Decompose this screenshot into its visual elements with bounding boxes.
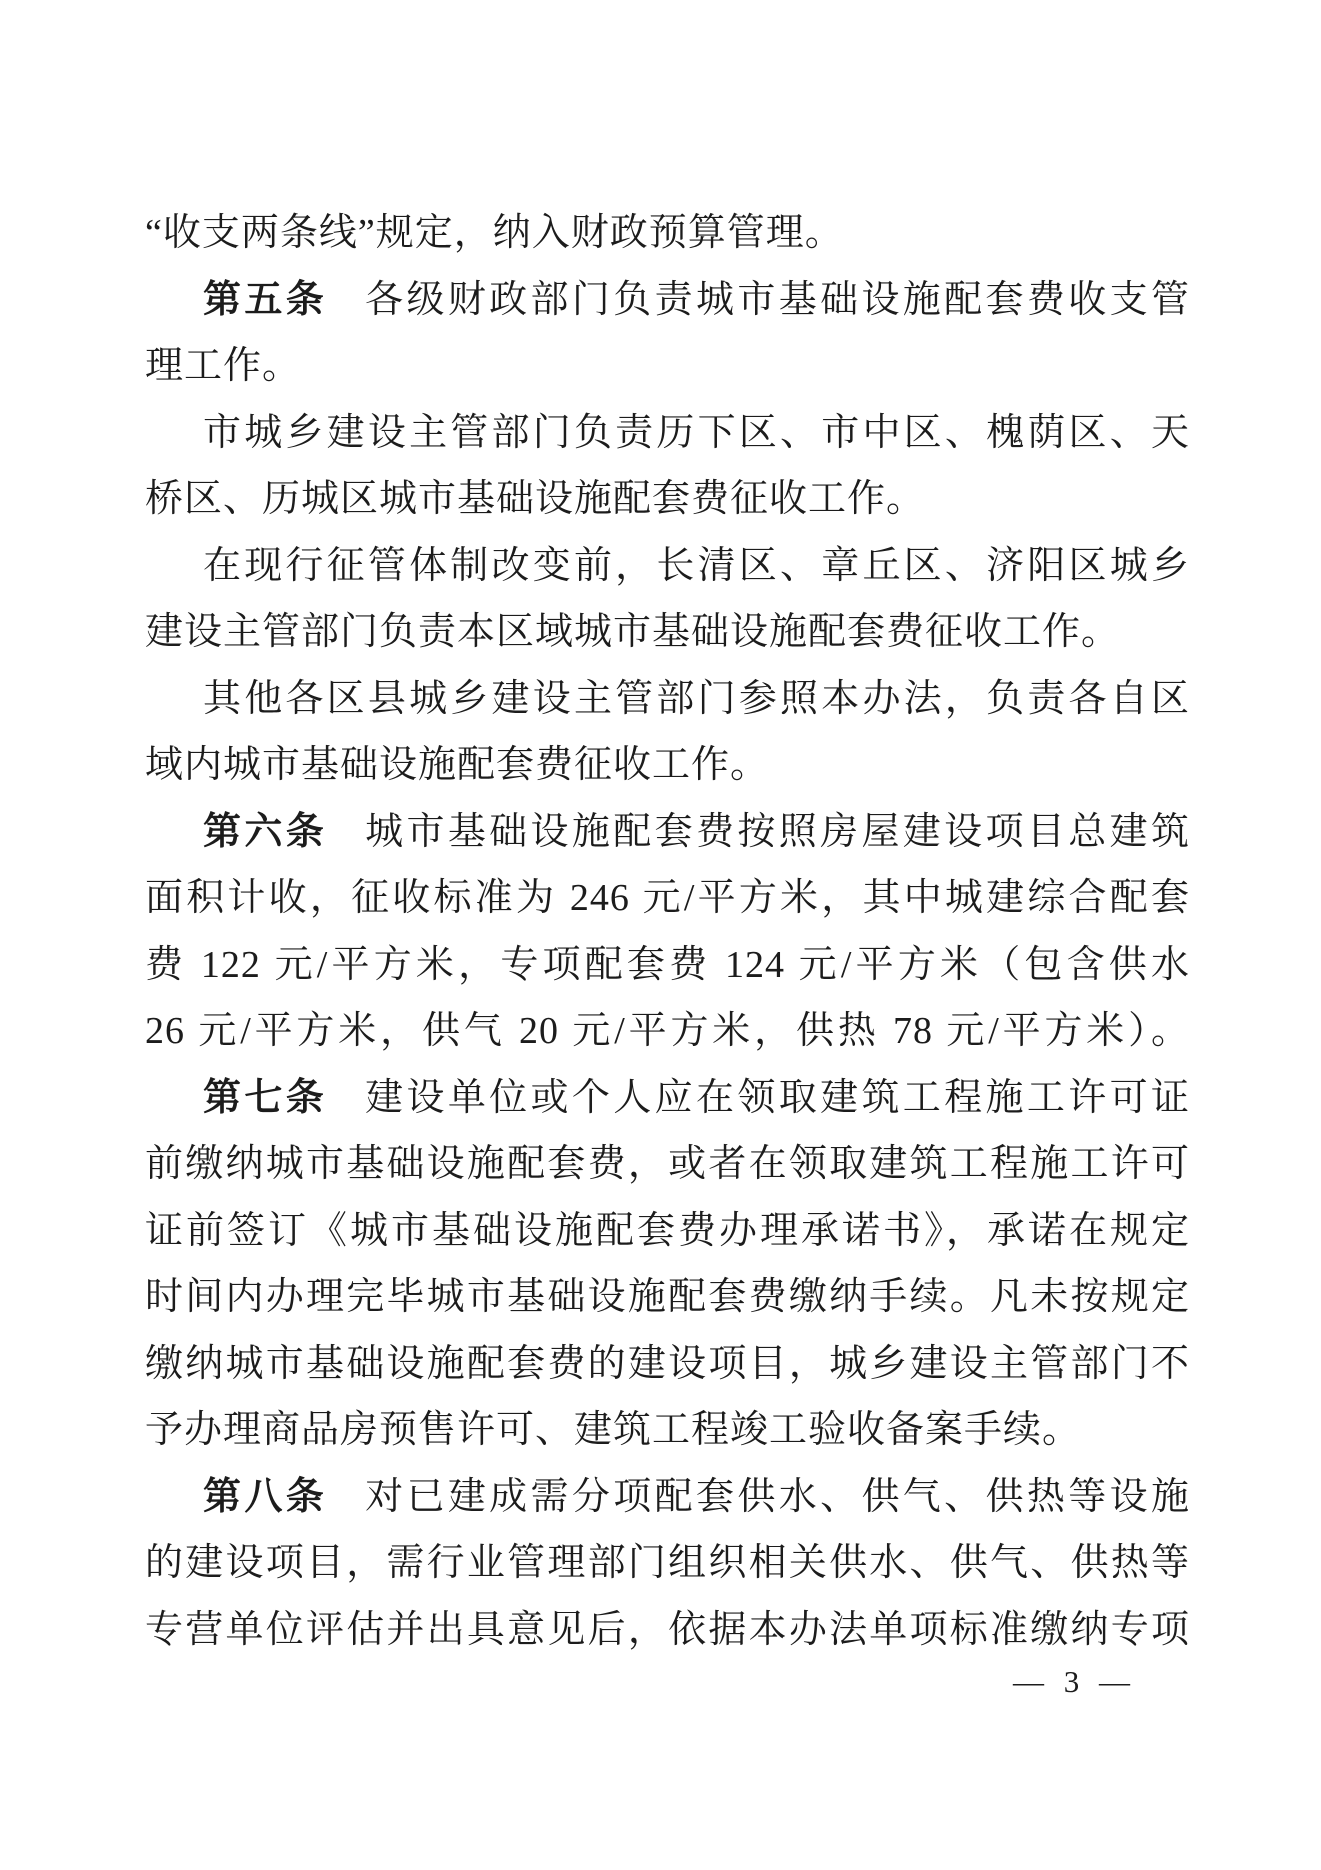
document-body [145,200,1190,1663]
text-line: 域内城市基础设施配套费征收工作。 [145,744,770,786]
text-line: 的建设项目，需行业管理部门组织相关供水、供气、供热等 [145,1542,1190,1584]
text-line: 面积计收，征收标准为 246 元/平方米，其中城建综合配套 [145,877,1190,919]
text-line: 市城乡建设主管部门负责历下区、市中区、槐荫区、天 [203,411,1190,454]
text-line: 第八条 对已建成需分项配套供水、供气、供热等设施 [203,1475,1190,1518]
text-line: 证前签订《城市基础设施配套费办理承诺书》，承诺在规定 [145,1209,1190,1252]
page-number: — 3 — [1013,1664,1136,1699]
text-line: 费 122 元/平方米，专项配套费 124 元/平方米（包含供水 [145,943,1190,986]
text-line: 桥区、历城区城市基础设施配套费征收工作。 [145,478,926,520]
text-line: 专营单位评估并出具意见后，依据本办法单项标准缴纳专项 [145,1608,1190,1651]
text-line: 缴纳城市基础设施配套费的建设项目，城乡建设主管部门不 [145,1342,1190,1385]
text-line: 时间内办理完毕城市基础设施配套费缴纳手续。凡未按规定 [145,1276,1190,1318]
text-line: “收支两条线”规定，纳入财政预算管理。 [145,212,844,254]
text-line: 26 元/平方米，供气 20 元/平方米，供热 78 元/平方米）。 [145,1010,1190,1052]
text-line: 理工作。 [145,345,302,387]
text-line: 第五条 各级财政部门负责城市基础设施配套费收支管 [203,278,1190,321]
article-number: 第六条 [203,810,328,853]
text-line: 其他各区县城乡建设主管部门参照本办法，负责各自区 [203,677,1190,720]
text-line: 前缴纳城市基础设施配套费，或者在领取建筑工程施工许可 [145,1143,1190,1185]
article-number: 第七条 [203,1076,328,1119]
text-line: 在现行征管体制改变前，长清区、章丘区、济阳区城乡 [203,544,1190,587]
text-line: 建设主管部门负责本区域城市基础设施配套费征收工作。 [145,611,1121,653]
article-number: 第八条 [203,1475,328,1518]
article-number: 第五条 [203,278,328,321]
text-line: 予办理商品房预售许可、建筑工程竣工验收备案手续。 [145,1409,1082,1451]
text-line: 第六条 城市基础设施配套费按照房屋建设项目总建筑 [203,810,1190,853]
text-line: 第七条 建设单位或个人应在领取建筑工程施工许可证 [203,1076,1190,1119]
